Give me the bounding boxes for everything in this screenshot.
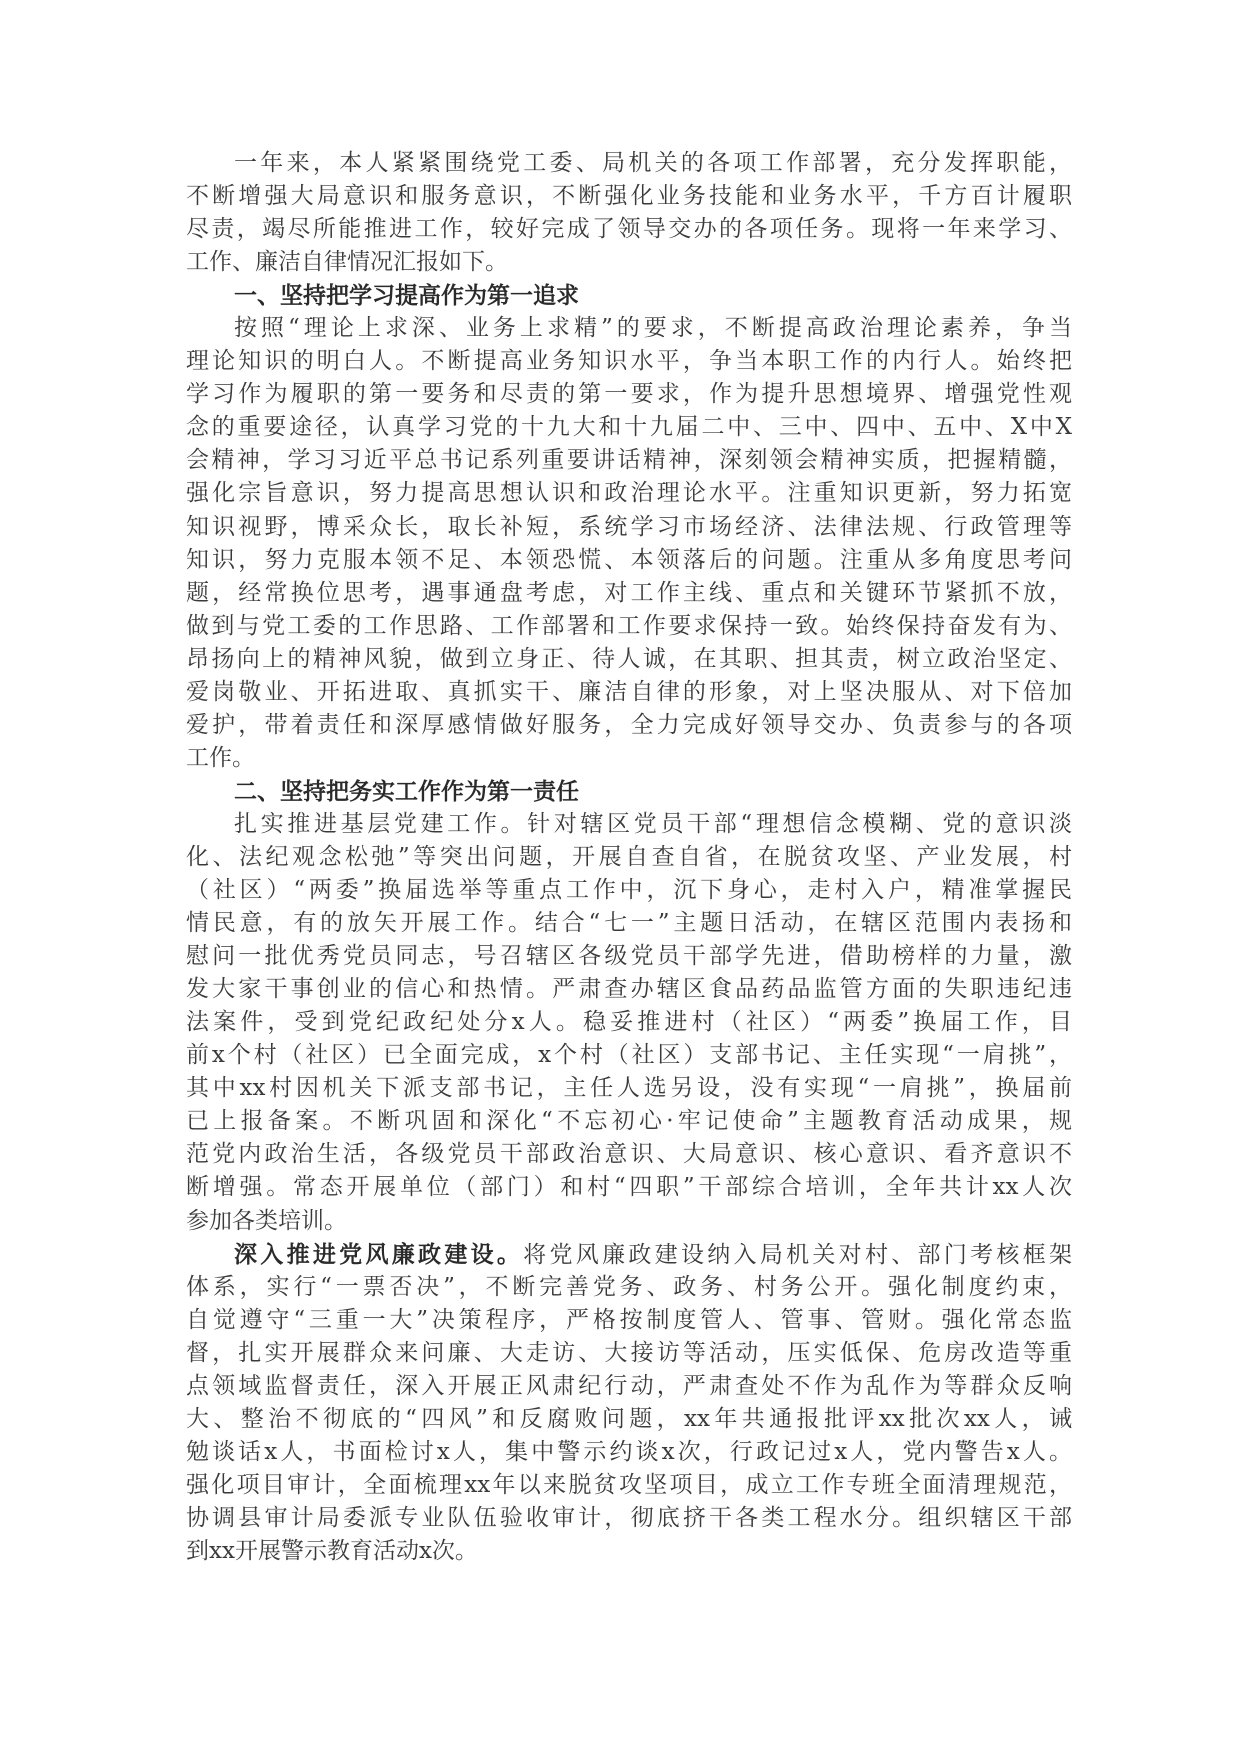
paragraph-learning	[186, 312, 1072, 775]
text-line: 知识视野，博采众长，取长补短，系统学习市场经济、法律法规、行政管理等	[186, 513, 1072, 540]
lead-bold-text: 深入推进党风廉政建设。	[234, 1240, 524, 1268]
section-heading-2: 二、坚持把务实工作作为第一责任	[234, 777, 579, 805]
text-line: 体系，实行“一票否决”，不断完善党务、政务、村务公开。强化制度约束，	[186, 1273, 1072, 1300]
text-line: 已上报备案。不断巩固和深化“不忘初心·牢记使命”主题教育活动成果，规	[186, 1108, 1072, 1135]
text-line: 范党内政治生活，各级党员干部政治意识、大局意识、核心意识、看齐意识不	[186, 1141, 1072, 1168]
text-line: 点领域监督责任，深入开展正风肃纪行动，严肃查处不作为乱作为等群众反响	[186, 1372, 1072, 1399]
text-line: 一年来，本人紧紧围绕党工委、局机关的各项工作部署，充分发挥职能，	[234, 150, 1072, 176]
text-line: 督，扎实开展群众来问廉、大走访、大接访等活动，压实低保、危房改造等重	[186, 1339, 1072, 1366]
text-line: 不断增强大局意识和服务意识，不断强化业务技能和业务水平，千方百计履职	[186, 183, 1072, 210]
text-line: 大、整治不彻底的“四风”和反腐败问题，xx年共通报批评xx批次xx人，诫	[186, 1405, 1072, 1432]
text-line: （社区）“两委”换届选举等重点工作中，沉下身心，走村入户，精准掌握民	[186, 877, 1072, 904]
text-line: 扎实推进基层党建工作。针对辖区党员干部“理想信念模糊、党的意识淡	[234, 810, 1072, 837]
text-line: 参加各类培训。	[186, 1207, 347, 1234]
text-line: 法案件，受到党纪政纪处分x人。稳妥推进村（社区）“两委”换届工作，目	[186, 1009, 1072, 1036]
text-line: 工作。	[186, 744, 255, 771]
text-line: 按照“理论上求深、业务上求精”的要求，不断提高政治理论素养，争当	[234, 315, 1072, 342]
text-line: 勉谈话x人，书面检讨x人，集中警示约谈x次，行政记过x人，党内警告x人。	[186, 1438, 1072, 1465]
text-line: 自觉遵守“三重一大”决策程序，严格按制度管人、管事、管财。强化常态监	[186, 1306, 1072, 1333]
text-line: 做到与党工委的工作思路、工作部署和工作要求保持一致。始终保持奋发有为、	[186, 612, 1072, 639]
text-line: 爱护，带着责任和深厚感情做好服务，全力完成好领导交办、负责参与的各项	[186, 711, 1072, 738]
text-line: 念的重要途径，认真学习党的十九大和十九届二中、三中、四中、五中、X中X	[186, 414, 1072, 441]
lead-rest-text: 将党风廉政建设纳入局机关对村、部门考核框架	[523, 1241, 1073, 1268]
document-page	[186, 147, 1072, 1568]
text-line: 慰问一批优秀党员同志，号召辖区各级党员干部学先进，借助榜样的力量，激	[186, 943, 1072, 970]
text-line: 会精神，学习习近平总书记系列重要讲话精神，深刻领会精神实质，把握精髓，	[186, 447, 1072, 474]
text-line: 题，经常换位思考，遇事通盘考虑，对工作主线、重点和关键环节紧抓不放，	[186, 579, 1072, 606]
text-line: 情民意，有的放矢开展工作。结合“七一”主题日活动，在辖区范围内表扬和	[186, 910, 1072, 937]
section-heading-1: 一、坚持把学习提高作为第一追求	[234, 282, 579, 310]
text-line: 强化项目审计，全面梳理xx年以来脱贫攻坚项目，成立工作专班全面清理规范，	[186, 1471, 1072, 1498]
paragraph-party-building	[186, 808, 1072, 1238]
text-line: 发大家干事创业的信心和热情。严肃查办辖区食品药品监管方面的失职违纪违	[186, 976, 1072, 1003]
text-line: 前x个村（社区）已全面完成，x个村（社区）支部书记、主任实现“一肩挑”，	[186, 1042, 1072, 1069]
text-line: 其中xx村因机关下派支部书记，主任人选另设，没有实现“一肩挑”，换届前	[186, 1075, 1072, 1102]
text-line: 爱岗敬业、开拓进取、真抓实干、廉洁自律的形象，对上坚决服从、对下倍加	[186, 678, 1072, 705]
text-line: 到xx开展警示教育活动x次。	[186, 1537, 478, 1564]
text-line: 尽责，竭尽所能推进工作，较好完成了领导交办的各项任务。现将一年来学习、	[186, 216, 1072, 243]
text-line: 理论知识的明白人。不断提高业务知识水平，争当本职工作的内行人。始终把	[186, 348, 1072, 375]
text-line: 学习作为履职的第一要务和尽责的第一要求，作为提升思想境界、增强党性观	[186, 381, 1072, 408]
text-line: 强化宗旨意识，努力提高思想认识和政治理论水平。注重知识更新，努力拓宽	[186, 480, 1072, 507]
text-line: 化、法纪观念松弛”等突出问题，开展自查自省，在脱贫攻坚、产业发展，村	[186, 843, 1072, 870]
text-line: 知识，努力克服本领不足、本领恐慌、本领落后的问题。注重从多角度思考问	[186, 546, 1072, 573]
text-line: 协调县审计局委派专业队伍验收审计，彻底挤干各类工程水分。组织辖区干部	[186, 1504, 1072, 1531]
text-line: 昂扬向上的精神风貌，做到立身正、待人诚，在其职、担其责，树立政治坚定、	[186, 645, 1072, 672]
paragraph-intro	[186, 147, 1072, 279]
text-line: 工作、廉洁自律情况汇报如下。	[186, 249, 508, 276]
text-line: 断增强。常态开展单位（部门）和村“四职”干部综合培训，全年共计xx人次	[186, 1174, 1072, 1201]
text-line	[186, 1238, 1072, 1271]
paragraph-integrity	[186, 1238, 1072, 1568]
